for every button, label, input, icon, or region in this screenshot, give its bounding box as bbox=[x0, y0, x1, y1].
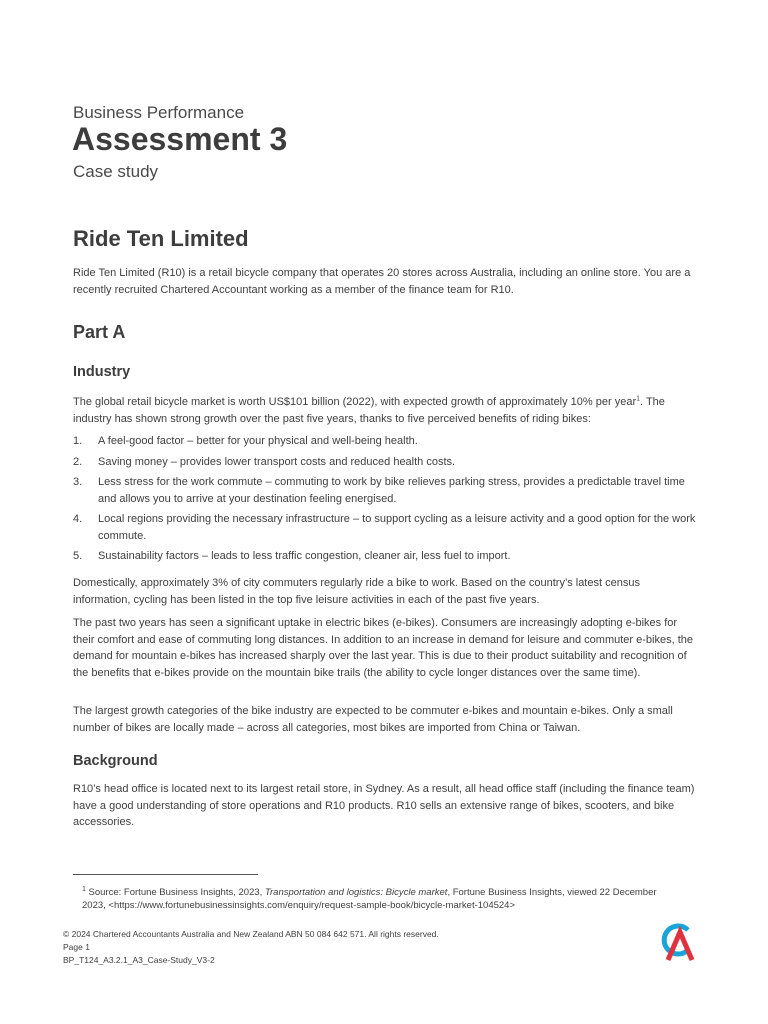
list-item: 2. Saving money – provides lower transport costs and reduced health costs. bbox=[73, 455, 456, 468]
industry-p1-text-b: . The industry has shown strong growth over the past five years, thanks to five perceived benefits of riding bikes: bbox=[73, 396, 665, 425]
footnote-ref: 1 bbox=[636, 395, 641, 403]
company-intro: Ride Ten Limited (R10) is a retail bicycle company that operates 20 stores across Australia, including an online store. You are a recently recruited Chartered Accountant working as a member of the finance team for R10. bbox=[73, 267, 691, 296]
industry-paragraph-1 bbox=[73, 394, 698, 427]
document-title: Assessment 3 bbox=[72, 121, 288, 157]
industry-heading: Industry bbox=[73, 364, 131, 380]
industry-paragraph-4: The largest growth categories of the bike industry are expected to be commuter e-bikes and mountain e-bikes. Only a small number of bikes are locally made – across all categories, most bikes are imported from China or Taiwan. bbox=[73, 705, 673, 734]
footnote: $^1$ Source: Fortune Business Insights, 2023, Transportation and logistics: Bicycle market, Fortune Business Insights, viewed 22 December 2023, <https://www.fortunebusinessinsights.com/enquiry/request-sample-book/bicycle-market-104524> bbox=[82, 885, 657, 911]
industry-paragraph-2: Domestically, approximately 3% of city commuters regularly ride a bike to work. Based on the country’s latest census information, cycling has been listed in the top five leisure activities in each of the past five years. bbox=[73, 577, 640, 606]
part-a-heading: Part A bbox=[73, 322, 126, 342]
document-subtitle: Case study bbox=[73, 162, 159, 181]
list-item: 4. Local regions providing the necessary infrastructure – to support cycling as a leisure activity and a good option for the work commute. bbox=[73, 513, 696, 542]
list-item: 5. Sustainability factors – leads to less traffic congestion, cleaner air, less fuel to import. bbox=[73, 550, 511, 562]
company-heading: Ride Ten Limited bbox=[73, 226, 249, 251]
list-item: 3. Less stress for the work commute – commuting to work by bike relieves parking stress, provides a predictable travel time and allows you to arrive at your destination feeling energised. bbox=[73, 476, 685, 505]
list-item: 1. A feel-good factor – better for your physical and well-being health. bbox=[73, 435, 418, 447]
caanz-logo-icon bbox=[654, 920, 698, 962]
background-paragraph-1: R10’s head office is located next to its largest retail store, in Sydney. As a result, all head office staff (including the finance team) have a good understanding of store operations and R10 products. R10 sells an extensive range of bikes, scooters, and bike accessories. bbox=[73, 783, 695, 828]
industry-p1-text-a: The global retail bicycle market is worth US$101 billion (2022), with expected growth of approximately 10% per year bbox=[73, 396, 637, 408]
footer-doc-code: BP_T124_A3.2.1_A3_Case-Study_V3-2 bbox=[63, 955, 215, 965]
footer-page-number: Page 1 bbox=[63, 942, 90, 952]
background-heading: Background bbox=[73, 753, 158, 769]
benefits-list bbox=[73, 433, 698, 569]
industry-paragraph-3: The past two years has seen a significant uptake in electric bikes (e-bikes). Consumers are increasingly adopting e-bikes for their comfort and ease of commuting long distances. In addition to an increase in demand for leisure and commuter e-bikes, the demand for mountain e-bikes has increased sharply over the last year. This is due to their product suitability and recognition of the benefits that e-bikes provide on the mountain bike trails (the ability to cycle longer distances over the same time). bbox=[73, 617, 694, 679]
footer-copyright: © 2024 Chartered Accountants Australia and New Zealand ABN 50 084 642 571. All rights reserved. bbox=[63, 929, 439, 939]
document-pre-title: Business Performance bbox=[73, 103, 245, 122]
footnote-divider bbox=[73, 874, 258, 875]
footnote-marker: 1 bbox=[82, 885, 86, 893]
